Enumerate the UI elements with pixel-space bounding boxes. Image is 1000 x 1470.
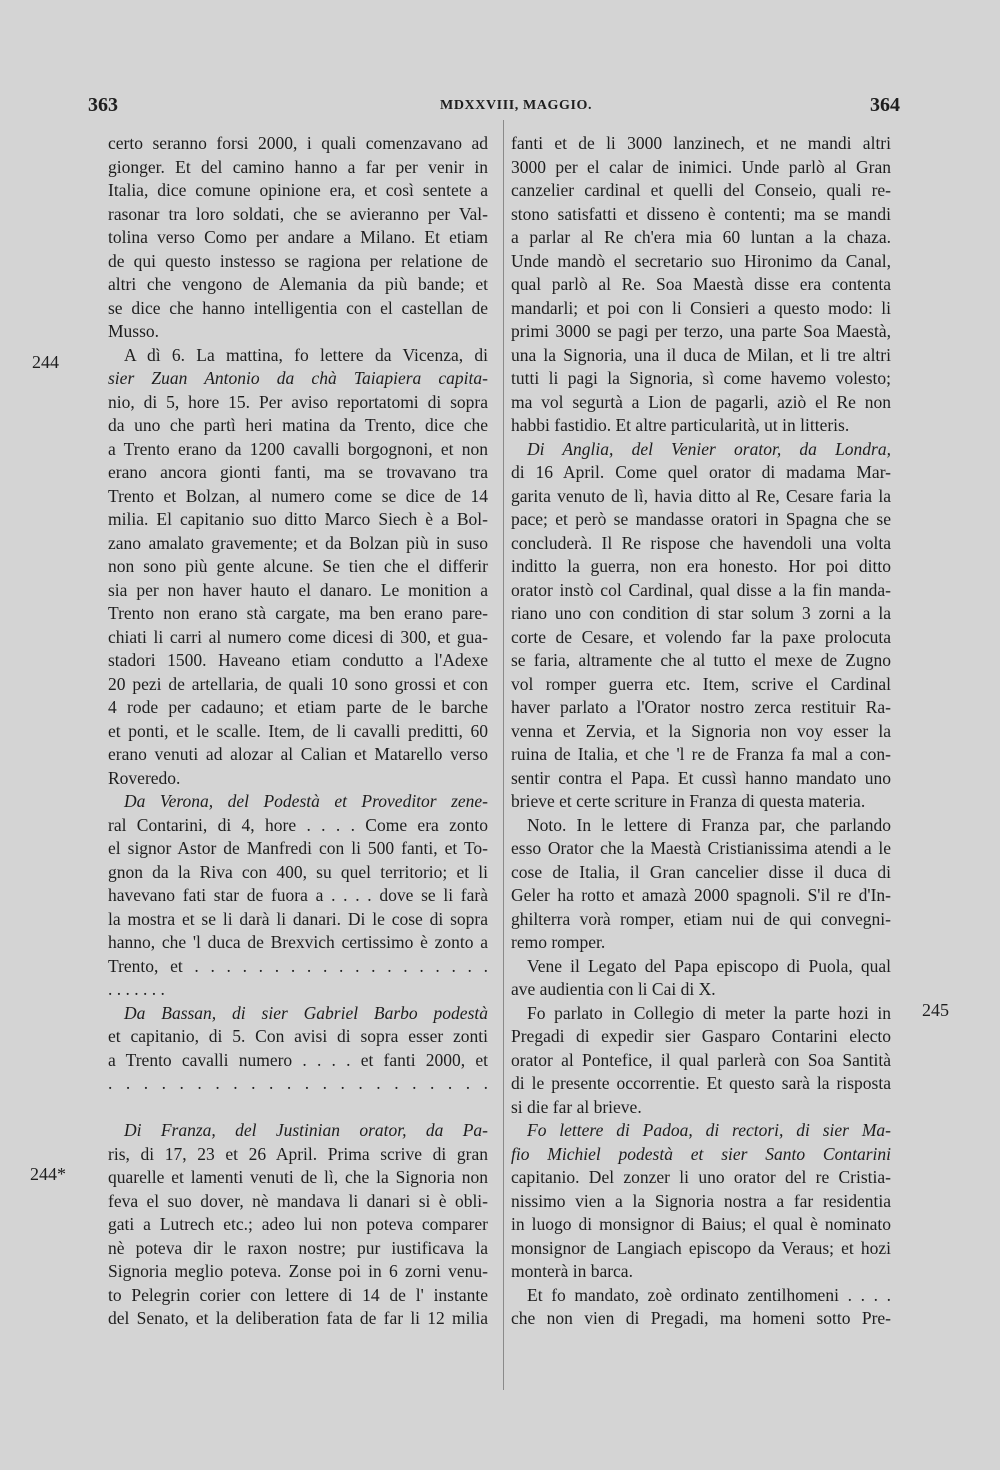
text-line: di 16 April. Come quel orator di madama Mar-: [511, 462, 891, 482]
text-line: qual parlò al Re. Soa Maestà disse era contenta: [511, 274, 891, 294]
text-line: havevano fati star de fuora a . . . . dove se li farà: [108, 885, 488, 905]
text-line: ave audientia con li Cai di X.: [511, 979, 716, 999]
text-line: primi 3000 se pagi per terzo, una parte Soa Maestà,: [511, 321, 891, 341]
text-line: orator al Pontefice, il qual parlerà con Soa Santità: [511, 1049, 891, 1070]
running-title: MDXXVIII, MAGGIO.: [440, 98, 593, 113]
text-line: gati a Lutrech etc.; adeo lui non poteva comparer: [108, 1214, 488, 1234]
page-number-left: 363: [88, 94, 118, 116]
text-line: Vene il Legato del Papa episcopo di Puola, qual: [527, 955, 891, 976]
text-line: corte de Cesare, et volendo far la paxe prolocuta: [511, 626, 891, 647]
text-line: gionger. Et del camino hanno a far per venir in: [108, 156, 488, 177]
text-line: Trento non erano stà cargate, ma ben erano pare-: [108, 603, 488, 623]
text-line: a Trento erano da 1200 cavalli borgognoni, et non: [108, 438, 488, 459]
text-line: el signor Astor de Manfredi con li 500 fanti, et To-: [108, 838, 488, 858]
text-line: Signoria meglio poteva. Zonse poi in 6 zorni venu-: [108, 1261, 488, 1281]
text-line: habbi fastidio. Et altre particularità, ut in litteris.: [511, 415, 850, 435]
text-line: [108, 1096, 488, 1120]
text-line: si die far al brieve.: [511, 1096, 642, 1117]
text-line: . . . . . . .: [108, 979, 165, 999]
text-line: remo romper.: [511, 932, 606, 952]
text-line: ma vol segurtà a Lion de pagarli, aziò el Re non: [511, 391, 891, 412]
text-line: venna et Zervia, et la Signoria non voy esser la: [511, 720, 891, 741]
text-line: milia. El capitanio suo ditto Marco Siech è a Bol-: [108, 509, 488, 529]
text-line: nè poteva dir le raxon nostre; pur iustificava la: [108, 1237, 488, 1258]
text-line: gnon da la Riva con 400, su quel territorio; et li: [108, 861, 488, 882]
text-line: canzelier cardinal et quelli del Conseio, quali re-: [511, 180, 891, 200]
text-line: nio, di 5, hore 15. Per aviso reportatomi di sopra: [108, 391, 488, 412]
text-line: feva el suo dover, nè mandava li danari si è obli-: [108, 1190, 488, 1211]
text-line: di le presente occorrentie. Et questo sarà la risposta: [511, 1073, 891, 1093]
text-line: concluderà. Il Re rispose che havendoli una volta: [511, 532, 891, 553]
text-line: 20 pezi de artellaria, de quali 10 sono grossi et con: [108, 673, 488, 694]
text-line: haver parlato a l'Orator nostro zerca restituir Ra-: [511, 697, 891, 717]
text-line: ghilterra vorà romper, etiam nui de qui convegni-: [511, 908, 891, 929]
text-line: Geler ha rotto et amazà 2000 spagnoli. S'il re d'In-: [511, 885, 891, 905]
text-line: ral Contarini, di 4, hore . . . . Come era zonto: [108, 814, 488, 835]
text-line: in luogo di monsignor di Baius; el qual è nominato: [511, 1214, 891, 1234]
margin-note: 244*: [30, 1164, 66, 1184]
text-line: zano amalato gravemente; et da Bolzan più in suso: [108, 532, 488, 553]
text-line: che non vien di Pregadi, ma homeni sotto Pre-: [511, 1308, 891, 1328]
text-line: erano venuti ad alozar al Calian et Matarello verso: [108, 744, 488, 764]
text-line: sier Zuan Antonio da chà Taiapiera capita-: [108, 368, 488, 388]
text-line: Da Verona, del Podestà et Proveditor zene-: [124, 791, 488, 811]
text-line: ris, di 17, 23 et 26 April. Prima scrive di gran: [108, 1143, 488, 1164]
text-line: riano uno con condition di star solum 3 zorni a la: [511, 603, 891, 623]
text-line: Fo parlato in Collegio di meter la parte hozi in: [527, 1002, 891, 1023]
text-line: rasonar tra loro soldati, che se avieranno per Val-: [108, 203, 488, 224]
text-line: fanti et de li 3000 lanzinech, et ne mandi altri: [511, 133, 891, 153]
text-line: de qui questo instesso se ragiona per relatione de: [108, 250, 488, 271]
margin-note: 244: [32, 352, 59, 372]
left-column: [108, 132, 488, 1331]
text-line: ruina de Italia, et che 'l re de Franza fa mal a con-: [511, 744, 891, 764]
text-line: garita venuto de lì, havia ditto al Re, Cesare faria la: [511, 485, 891, 506]
text-line: non sono più gente alcune. Se tien che el differir: [108, 556, 488, 576]
text-line: a parlar al Re ch'era mia 60 luntan a la chaza.: [511, 227, 891, 247]
text-line: to Pelegrin corier con lettere di 14 de l' instante: [108, 1284, 488, 1305]
text-line: la mostra et se li darà li danari. Di le cose di sopra: [108, 908, 488, 929]
text-line: se dice che hanno intelligentia con el castellan de: [108, 297, 488, 318]
text-line: se faria, altramente che al tutto el mexe de Zugno: [511, 650, 891, 670]
text-line: altri che vengono de Alemania da più bande; et: [108, 274, 488, 294]
page-number-right: 364: [870, 94, 900, 116]
text-line: Musso.: [108, 321, 160, 341]
text-line: Et fo mandato, zoè ordinato zentilhomeni . . . .: [527, 1284, 891, 1305]
right-column: [511, 132, 891, 1331]
text-line: Unde mandò el secretario suo Hironimo da Canal,: [511, 250, 891, 271]
text-line: tutti li pagi la Signoria, sì come havemo volesto;: [511, 368, 891, 388]
text-line: sentir contra el Papa. Et cussì hanno mandato uno: [511, 767, 891, 788]
text-line: et capitanio, di 5. Con avisi di sopra esser zonti: [108, 1026, 488, 1046]
text-line: . . . . . . . . . . . . . . . . . . . . . .: [108, 1073, 488, 1093]
text-line: inditto la guerra, non era honesto. Hor poi ditto: [511, 556, 891, 576]
text-line: Di Franza, del Justinian orator, da Pa-: [124, 1120, 488, 1140]
text-line: brieve et certe scriture in Franza di questa materia.: [511, 791, 866, 811]
text-line: erano ancora gionti fanti, ma se trovavano tra: [108, 462, 488, 482]
text-line: cose de Italia, il Gran cancelier disse il duca di: [511, 861, 891, 882]
text-line: da uno che partì heri matina da Trento, dice che: [108, 415, 488, 435]
text-line: stadori 1500. Haveano etiam condutto a l'Adexe: [108, 650, 488, 670]
text-line: quarelle et lamenti venuti de lì, che la Signoria non: [108, 1167, 488, 1187]
text-line: una la Signoria, una il duca de Milan, et li tre altri: [511, 344, 891, 365]
text-line: del Senato, et la deliberation fata de far li 12 milia: [108, 1308, 488, 1328]
text-line: 3000 per el calar de inimici. Unde parlò al Gran: [511, 156, 891, 177]
text-line: fio Michiel podestà et sier Santo Contarini: [511, 1143, 891, 1164]
text-line: Italia, dice comune opinione era, et così sentete a: [108, 180, 488, 200]
text-line: sia per non haver hauto el danaro. Le monition a: [108, 579, 488, 600]
text-line: pace; et però se mandasse oratori in Spagna che se: [511, 509, 891, 529]
text-line: et ponti, et le scalle. Item, de li cavalli preditti, 60: [108, 720, 488, 741]
text-line: certo seranno forsi 2000, i quali comenzavano ad: [108, 133, 488, 153]
text-line: Di Anglia, del Venier orator, da Londra,: [527, 438, 891, 459]
text-line: mandarli; et poi con li Consieri a questo modo: li: [511, 297, 891, 318]
text-line: monterà in barca.: [511, 1261, 633, 1281]
page-header: [0, 94, 1000, 124]
text-line: Trento, et . . . . . . . . . . . . . . . . . . .: [108, 955, 488, 976]
text-line: capitanio. Del zonzer li uno orator del re Cristia-: [511, 1167, 891, 1187]
column-divider: [503, 120, 504, 1390]
text-line: Fo lettere di Padoa, di rectori, di sier Ma-: [527, 1120, 891, 1140]
text-line: tolina verso Como per andare a Milano. Et etiam: [108, 227, 488, 247]
text-line: monsignor de Langiach episcopo da Veraus; et hozi: [511, 1237, 891, 1258]
text-line: Pregadi di expedir sier Gasparo Contarini electo: [511, 1026, 891, 1046]
text-line: vol romper guerra etc. Item, scrive el Cardinal: [511, 673, 891, 694]
text-line: nissimo vien a la Signoria nostra a far residentia: [511, 1190, 891, 1211]
text-line: A dì 6. La mattina, fo lettere da Vicenza, di: [124, 344, 488, 365]
text-line: Da Bassan, di sier Gabriel Barbo podestà: [124, 1002, 488, 1023]
text-line: stono satisfatti et disseno è contenti; ma se mandi: [511, 203, 891, 224]
text-line: chiati li carri al numero come dicesi di 300, et gua-: [108, 626, 488, 647]
text-line: 4 rode per cadauno; et etiam parte de le barche: [108, 697, 488, 717]
margin-note: 245: [922, 1000, 949, 1020]
text-line: Roveredo.: [108, 767, 181, 788]
text-line: a Trento cavalli numero . . . . et fanti 2000, et: [108, 1049, 488, 1070]
text-line: orator instò col Cardinal, qual disse a la fin manda-: [511, 579, 891, 600]
text-line: hanno, che 'l duca de Brexvich certissimo è zonto a: [108, 932, 488, 952]
text-line: Trento et Bolzan, al numero come se dice de 14: [108, 485, 488, 506]
text-line: Noto. In le lettere di Franza par, che parlando: [527, 814, 891, 835]
text-line: esso Orator che la Maestà Cristianissima atendi a le: [511, 838, 891, 858]
